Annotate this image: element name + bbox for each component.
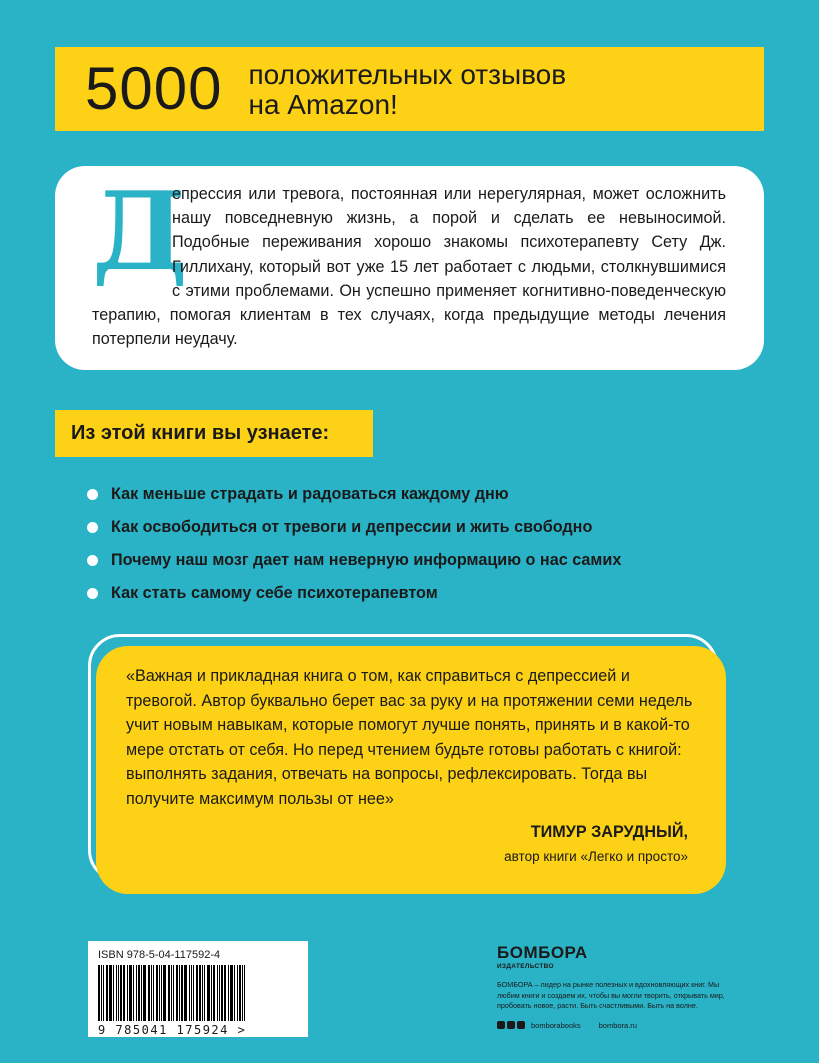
reviews-caption-line1: положительных отзывов — [248, 59, 567, 90]
barcode-bar — [133, 965, 134, 1021]
bullet-dot-icon — [87, 522, 98, 533]
testimonial-text: «Важная и прикладная книга о том, как справиться с депрессией и тревогой. Автор буквально берет вас за руку и на протяжении семи недель учит новым навыкам, которые помогут лучше понять, принять и в какой-то мере отстать от себя. Но перед чтением будьте готовы работать с книгой: выполнять задания, отвечать на вопросы, рефлексировать. Тогда вы получите максимум пользы от нее» — [126, 667, 693, 808]
barcode-bar — [191, 965, 192, 1021]
intro-text: епрессия или тревога, постоянная или нерегулярная, может осложнить нашу повседневную жизнь, а порой и сделать ее невыносимой. Подобные переживания хорошо знакомы психотерапевту Сету Дж. Гиллихану, который вот уже 15 лет работает с людьми, столкнувшимися с этими проблемами. Он успешно применяет когнитивно-поведенческую терапию, помогая клиентам в тех случаях, когда предыдущие методы лечения потерпели неудачу. — [92, 185, 726, 349]
barcode-bar — [224, 965, 226, 1021]
barcode-bar — [207, 965, 210, 1021]
barcode-bar — [103, 965, 104, 1021]
publisher-subtitle: ИЗДАТЕЛЬСТВО — [497, 963, 554, 970]
barcode-bar — [228, 965, 229, 1021]
barcode-bar — [181, 965, 183, 1021]
barcode-bars-icon — [98, 965, 298, 1021]
vk-icon — [507, 1021, 515, 1029]
barcode-bar — [213, 965, 215, 1021]
reviews-caption — [248, 60, 566, 120]
list-item — [87, 544, 621, 577]
barcode-bar — [129, 965, 132, 1021]
bullet-dot-icon — [87, 555, 98, 566]
learn-heading: Из этой книги вы узнаете: — [55, 410, 373, 457]
barcode-bar — [234, 965, 235, 1021]
barcode-bar — [113, 965, 114, 1021]
learn-list — [87, 478, 621, 610]
barcode-bar — [151, 965, 152, 1021]
isbn-label: ISBN 978-5-04-117592-4 — [98, 949, 221, 961]
reviews-count: 5000 — [85, 55, 223, 122]
bullet-dot-icon — [87, 588, 98, 599]
barcode-bar — [123, 965, 125, 1021]
barcode-bar — [193, 965, 194, 1021]
barcode-bar — [173, 965, 174, 1021]
barcode-bar — [159, 965, 160, 1021]
barcode-bar — [148, 965, 150, 1021]
testimonial-author: ТИМУР ЗАРУДНЫЙ, — [530, 823, 688, 841]
testimonial-author-role: автор книги «Легко и просто» — [504, 849, 688, 864]
intro-panel — [55, 166, 764, 370]
barcode-bar — [156, 965, 158, 1021]
facebook-icon — [497, 1021, 505, 1029]
publisher-logo: БОМБОРА — [497, 943, 588, 962]
barcode-bar — [204, 965, 205, 1021]
barcode-bar — [161, 965, 162, 1021]
barcode-bar — [219, 965, 220, 1021]
barcode-bar — [106, 965, 108, 1021]
barcode-bar — [230, 965, 233, 1021]
barcode-bar — [244, 965, 245, 1021]
barcode-bar — [237, 965, 238, 1021]
publisher-site: bombora.ru — [598, 1020, 637, 1030]
list-item — [87, 478, 621, 511]
barcode-bar — [141, 965, 142, 1021]
barcode-bar — [98, 965, 100, 1021]
barcode-bar — [242, 965, 243, 1021]
publisher-description: БОМБОРА – лидер на рынке полезных и вдохновляющих книг. Мы любим книги и создаем их, чтобы вы могли творить, открывать мир, пробовать новое, расти. Быть счастливыми. Быть на волне. — [497, 980, 725, 1010]
barcode-bar — [136, 965, 137, 1021]
list-item-text: Как освободиться от тревоги и депрессии и жить свободно — [111, 518, 593, 536]
instagram-icon — [517, 1021, 525, 1029]
list-item-text: Как стать самому себе психотерапевтом — [111, 584, 438, 602]
barcode-bar — [196, 965, 198, 1021]
barcode-bar — [168, 965, 170, 1021]
reviews-caption-line2: на Amazon! — [248, 89, 398, 120]
barcode-bar — [211, 965, 212, 1021]
barcode-bar — [138, 965, 140, 1021]
barcode-bar — [116, 965, 117, 1021]
barcode-bar — [184, 965, 187, 1021]
barcode-bar — [202, 965, 203, 1021]
barcode-bar — [109, 965, 112, 1021]
barcode-bar — [153, 965, 154, 1021]
barcode-bar — [217, 965, 218, 1021]
barcode-bar — [163, 965, 166, 1021]
list-item-text: Как меньше страдать и радоваться каждому дню — [111, 485, 509, 503]
barcode-bar — [120, 965, 122, 1021]
list-item — [87, 577, 621, 610]
barcode — [88, 941, 308, 1037]
testimonial-panel — [96, 646, 726, 894]
barcode-bar — [171, 965, 172, 1021]
barcode-bar — [143, 965, 146, 1021]
barcode-bar — [239, 965, 241, 1021]
publisher-links — [497, 1021, 737, 1030]
barcode-bar — [127, 965, 128, 1021]
publisher-block — [497, 944, 737, 1030]
drop-cap: Д — [92, 169, 189, 295]
barcode-bar — [101, 965, 102, 1021]
bullet-dot-icon — [87, 489, 98, 500]
social-handle: bomborabooks — [531, 1020, 581, 1030]
barcode-bar — [118, 965, 119, 1021]
barcode-bar — [176, 965, 178, 1021]
barcode-digits: 9 785041 175924 > — [98, 1023, 247, 1037]
list-item-text: Почему наш мозг дает нам неверную информацию о нас самих — [111, 551, 622, 569]
barcode-bar — [189, 965, 190, 1021]
barcode-bar — [199, 965, 201, 1021]
barcode-bar — [221, 965, 223, 1021]
amazon-reviews-banner — [55, 47, 764, 131]
barcode-bar — [179, 965, 180, 1021]
list-item — [87, 511, 621, 544]
